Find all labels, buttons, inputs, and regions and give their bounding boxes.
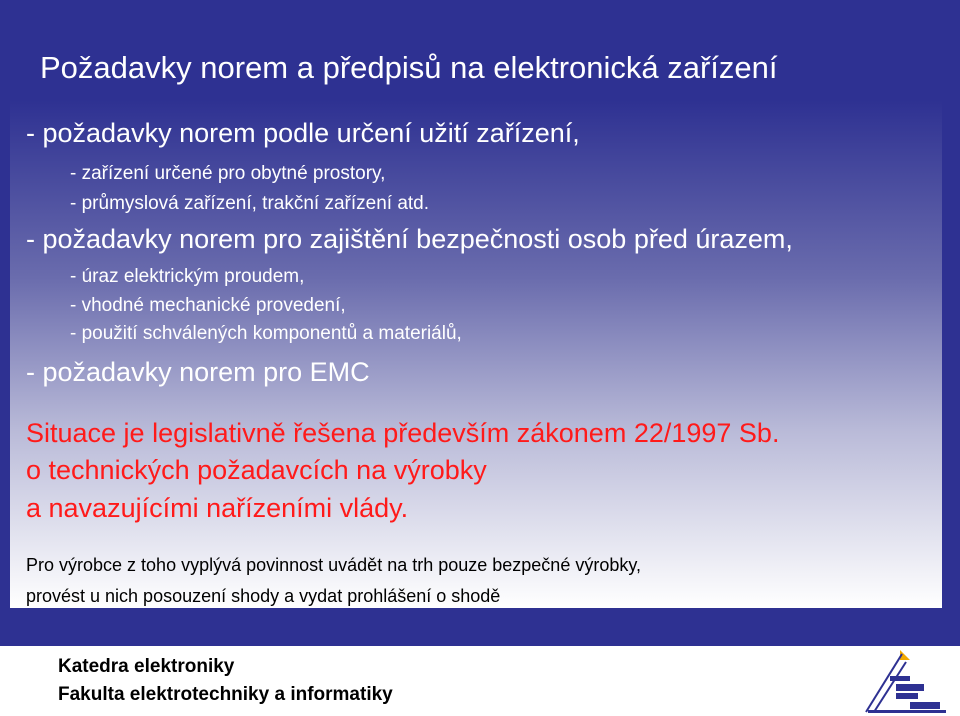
- line-norms-usage: - požadavky norem podle určení užití zařízení,: [26, 118, 580, 148]
- red-line-law: Situace je legislativně řešena především zákonem 22/1997 Sb.: [26, 418, 780, 448]
- line-shock: - úraz elektrickým proudem,: [70, 266, 305, 287]
- line-components: - použití schválených komponentů a materiálů,: [70, 323, 462, 344]
- line-industrial: - průmyslová zařízení, trakční zařízení atd.: [70, 193, 430, 214]
- fei-logo-icon: [860, 648, 950, 716]
- red-line-requirements: o technických požadavcích na výrobky: [26, 455, 487, 485]
- footer-faculty: Fakulta elektrotechniky a informatiky: [58, 684, 393, 705]
- line-emc: - požadavky norem pro EMC: [26, 357, 370, 387]
- line-mechanical: - vhodné mechanické provedení,: [70, 295, 346, 316]
- line-safety: - požadavky norem pro zajištění bezpečnosti osob před úrazem,: [26, 224, 793, 254]
- footer-dept: Katedra elektroniky: [58, 656, 235, 677]
- page-title: Požadavky norem a předpisů na elektronická zařízení: [40, 50, 778, 85]
- text-obligation-1: Pro výrobce z toho vyplývá povinnost uvádět na trh pouze bezpečné výrobky,: [26, 555, 642, 575]
- red-line-regulations: a navazujícími nařízeními vlády.: [26, 493, 409, 523]
- line-residential: - zařízení určené pro obytné prostory,: [70, 163, 386, 184]
- text-obligation-2: provést u nich posouzení shody a vydat prohlášení o shodě: [26, 586, 501, 606]
